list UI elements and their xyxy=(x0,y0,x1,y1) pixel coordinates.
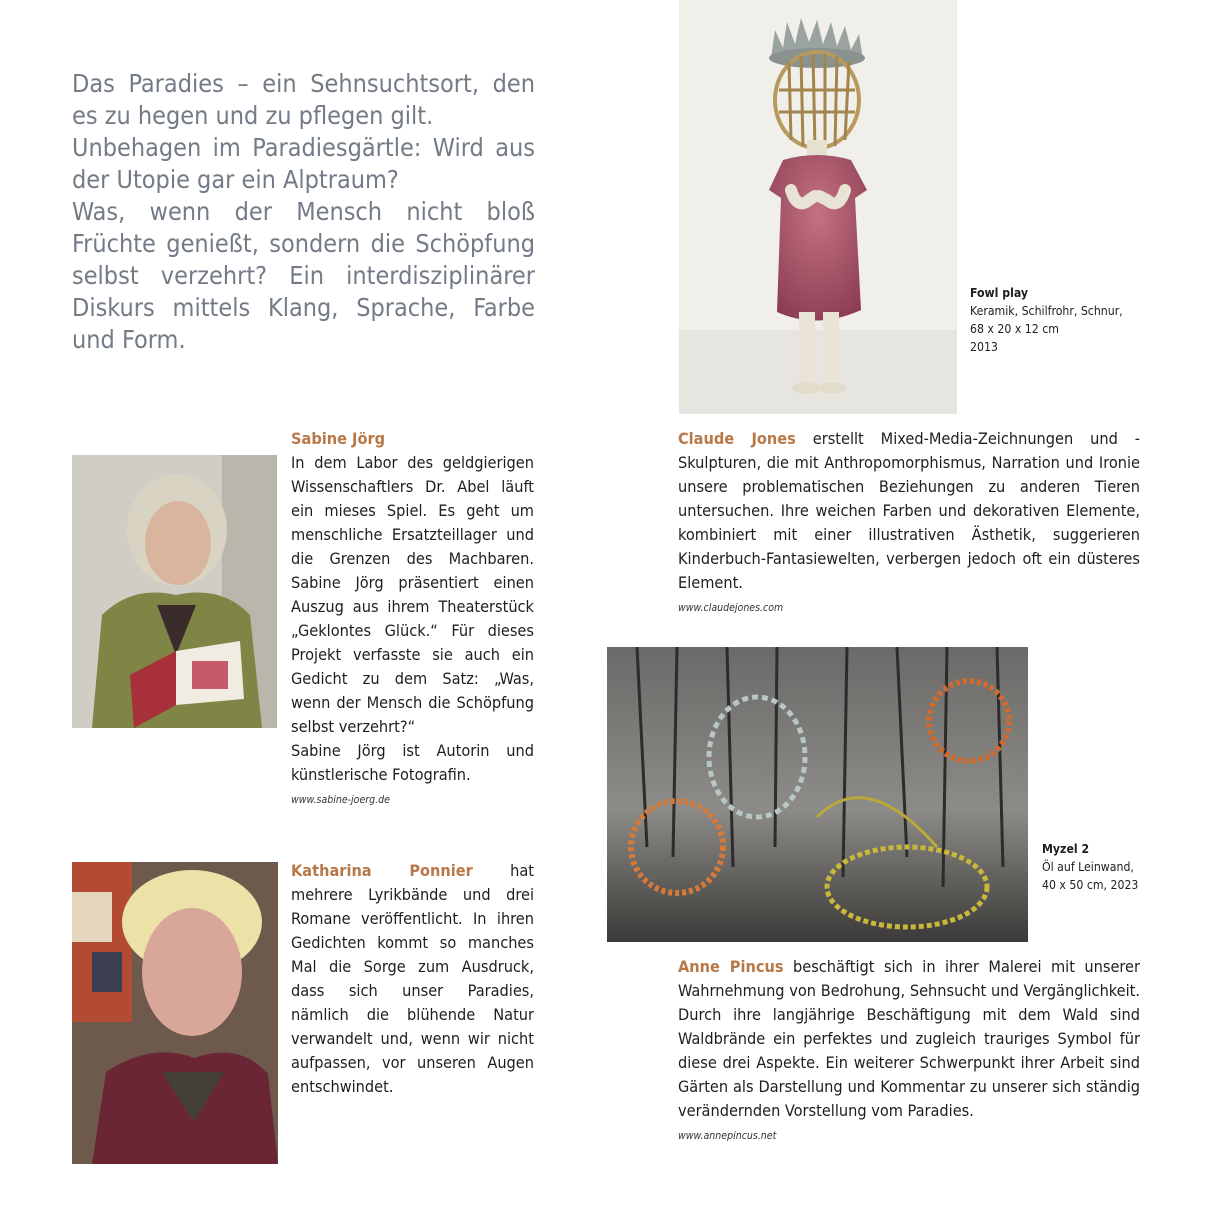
anne-pincus-link[interactable]: www.annepincus.net xyxy=(678,1130,777,1142)
sabine-joerg-link[interactable]: www.sabine-joerg.de xyxy=(291,794,390,806)
anne-pincus-paragraph xyxy=(678,955,1140,1123)
fowl-play-caption xyxy=(970,284,1170,356)
myzel-2-painting-image xyxy=(607,647,1028,942)
myzel-2-caption xyxy=(1042,840,1207,894)
katharina-ponnier-section xyxy=(291,859,534,1099)
sabine-joerg-portrait-image xyxy=(72,455,277,728)
katharina-ponnier-name: Katharina Ponnier xyxy=(291,861,473,880)
fowl-play-sculpture-image xyxy=(679,0,957,414)
sabine-joerg-bio: Sabine Jörg ist Autorin und künstlerische Fotografin. xyxy=(291,741,534,784)
intro-paragraph-2: Unbehagen im Paradiesgärtle: Wird aus der Utopie gar ein Alptraum? xyxy=(72,133,535,194)
intro-paragraph-1: Das Paradies – ein Sehnsuchtsort, den es zu hegen und zu pflegen gilt. xyxy=(72,69,535,130)
caption-line: 2013 xyxy=(970,340,998,354)
sabine-joerg-section xyxy=(291,427,534,806)
sabine-joerg-description: In dem Labor des geldgierigen Wissenschaftlers Dr. Abel läuft ein mieses Spiel. Es geht um menschliche Ersatzteillager und die Grenzen des Machbaren. Sabine Jörg präsentiert einen Auszug aus ihrem Theaterstück „Geklontes Glück.“ Für dieses Projekt verfasste sie auch ein Gedicht zu dem Satz: „Was, wenn der Mensch die Schöpfung selbst verzehrt?“ xyxy=(291,453,534,736)
caption-title: Myzel 2 xyxy=(1042,842,1090,856)
caption-line: Öl auf Leinwand, xyxy=(1042,860,1134,874)
claude-jones-paragraph xyxy=(678,427,1140,595)
anne-pincus-section xyxy=(678,955,1140,1142)
caption-line: 40 x 50 cm, 2023 xyxy=(1042,878,1139,892)
caption-line: Keramik, Schilfrohr, Schnur, xyxy=(970,304,1123,318)
claude-jones-section xyxy=(678,427,1140,614)
caption-title: Fowl play xyxy=(970,286,1029,300)
intro-text xyxy=(72,68,535,356)
sabine-joerg-name: Sabine Jörg xyxy=(291,429,386,448)
claude-jones-link[interactable]: www.claudejones.com xyxy=(678,602,784,614)
claude-jones-description: erstellt Mixed-Media-Zeichnungen und -Skulpturen, die mit Anthropomorphismus, Narration und Ironie unsere problematischen Beziehungen zu anderen Tieren untersuchen. Ihre weichen Farben und dekorativen Elemente, kombiniert mit einer illustrativen Ästhetik, suggerieren Kinderbuch-Fantasiewelten, verbergen jedoch oft ein düsteres Element. xyxy=(678,429,1140,592)
caption-line: 68 x 20 x 12 cm xyxy=(970,322,1059,336)
katharina-ponnier-portrait-image xyxy=(72,862,278,1164)
intro-paragraph-3: Was, wenn der Mensch nicht bloß Früchte genießt, sondern die Schöpfung selbst verzehrt? Ein interdisziplinärer Diskurs mittels Klang, Sprache, Farbe und Form. xyxy=(72,197,535,354)
anne-pincus-description: beschäftigt sich in ihrer Malerei mit unserer Wahrnehmung von Bedrohung, Sehnsucht und Vergänglichkeit. Durch ihre langjährige Beschäftigung mit dem Wald sind Waldbrände ein perfektes und zugleich trauriges Symbol für diese drei Aspekte. Ein weiterer Schwerpunkt ihrer Arbeit sind Gärten als Darstellung und Kommentar zu unserer sich ständig verändernden Vorstellung vom Paradies. xyxy=(678,957,1140,1120)
katharina-ponnier-description: hat mehrere Lyrikbände und drei Romane veröffentlicht. In ihren Gedichten kommt so manches Mal die Sorge zum Ausdruck, dass sich unser Paradies, nämlich die blühende Natur verwandelt und, wenn wir nicht aufpassen, vor unseren Augen entschwindet. xyxy=(291,861,534,1096)
anne-pincus-name: Anne Pincus xyxy=(678,957,784,976)
claude-jones-name: Claude Jones xyxy=(678,429,796,448)
